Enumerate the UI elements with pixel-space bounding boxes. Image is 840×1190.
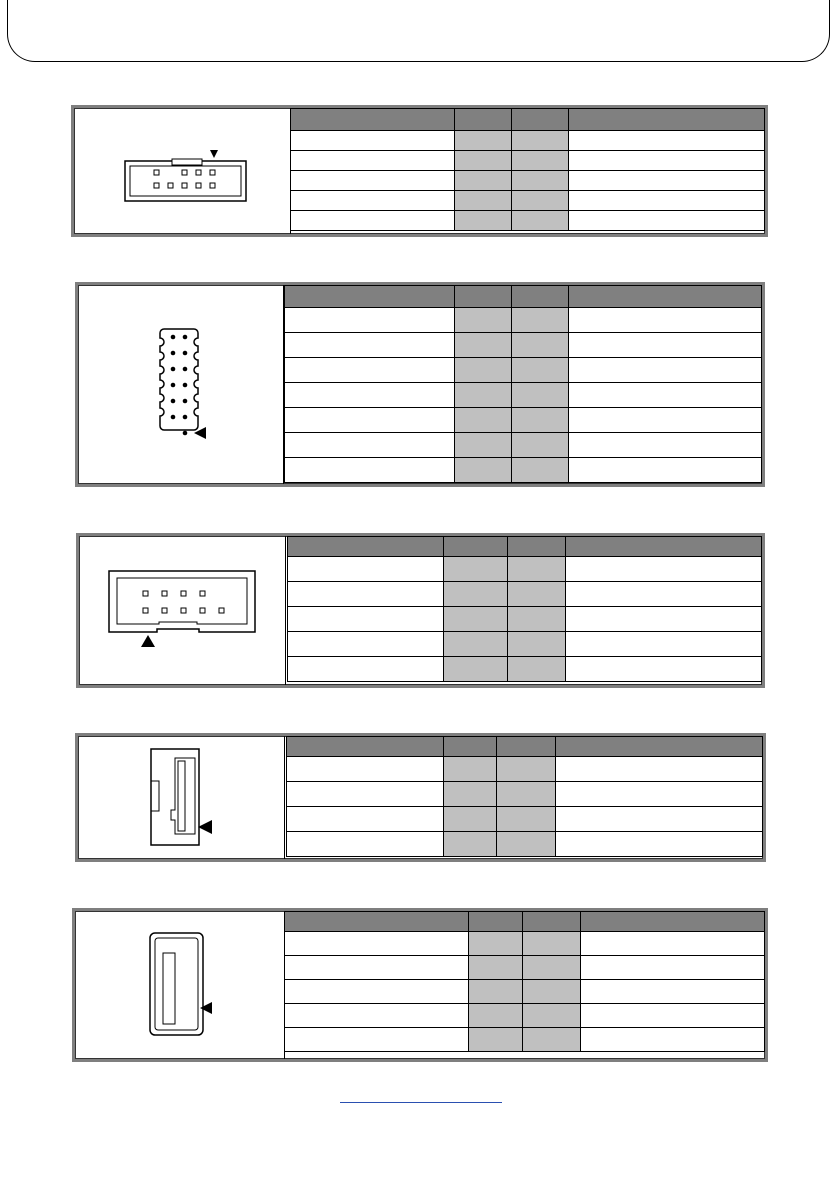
signal-cell bbox=[569, 433, 762, 458]
signal-cell bbox=[287, 782, 444, 807]
pin-cell bbox=[455, 131, 512, 151]
pin-table-header bbox=[285, 912, 765, 932]
pin-cell bbox=[444, 632, 508, 657]
table-row bbox=[285, 956, 765, 980]
pin-table bbox=[284, 911, 765, 1052]
header-cell bbox=[566, 537, 762, 557]
pin-cell bbox=[469, 980, 523, 1004]
connector-panel-2 bbox=[75, 282, 765, 487]
signal-cell bbox=[566, 657, 762, 682]
header-cell bbox=[285, 286, 455, 308]
signal-cell bbox=[285, 408, 455, 433]
table-row bbox=[285, 383, 762, 408]
pin-cell bbox=[512, 433, 569, 458]
signal-cell bbox=[285, 1028, 469, 1052]
table-row bbox=[291, 131, 765, 151]
table-row bbox=[285, 980, 765, 1004]
header-cell bbox=[581, 912, 765, 932]
signal-cell bbox=[288, 582, 444, 607]
signal-cell bbox=[285, 333, 455, 358]
header-cell bbox=[288, 537, 444, 557]
pin-table bbox=[290, 108, 765, 231]
signal-cell bbox=[569, 151, 765, 171]
page-top-border bbox=[7, 0, 830, 62]
connector-diagram bbox=[79, 536, 286, 685]
signal-cell bbox=[288, 657, 444, 682]
header-cell bbox=[291, 109, 455, 131]
signal-cell bbox=[287, 807, 444, 832]
pin-cell bbox=[523, 1004, 581, 1028]
pin-table bbox=[286, 736, 763, 857]
table-row bbox=[285, 408, 762, 433]
connector-panel-5 bbox=[72, 908, 768, 1062]
box-header-10pin-icon bbox=[74, 108, 290, 234]
pin-cell bbox=[444, 757, 497, 782]
table-row bbox=[291, 191, 765, 211]
connector-panel-4 bbox=[75, 733, 766, 862]
pin-table-header bbox=[287, 737, 763, 757]
header-cell bbox=[556, 737, 763, 757]
table-row bbox=[285, 1028, 765, 1052]
pin-cell bbox=[444, 807, 497, 832]
pin-cell bbox=[455, 308, 512, 333]
signal-cell bbox=[566, 607, 762, 632]
signal-cell bbox=[291, 191, 455, 211]
table-row bbox=[288, 632, 762, 657]
pin-cell bbox=[508, 632, 566, 657]
signal-cell bbox=[291, 151, 455, 171]
pin-cell bbox=[497, 807, 556, 832]
pin-cell bbox=[512, 458, 569, 483]
header-cell bbox=[285, 912, 469, 932]
table-row bbox=[288, 607, 762, 632]
signal-cell bbox=[569, 191, 765, 211]
pin-cell bbox=[508, 582, 566, 607]
signal-cell bbox=[287, 757, 444, 782]
header-cell bbox=[569, 109, 765, 131]
table-row bbox=[288, 582, 762, 607]
pin-cell bbox=[469, 956, 523, 980]
header-cell bbox=[469, 912, 523, 932]
pin-cell bbox=[512, 308, 569, 333]
table-row bbox=[285, 358, 762, 383]
pin-cell bbox=[523, 956, 581, 980]
signal-cell bbox=[569, 383, 762, 408]
table-row bbox=[285, 308, 762, 333]
signal-cell bbox=[285, 956, 469, 980]
box-header-9pin-icon bbox=[79, 536, 285, 685]
signal-cell bbox=[566, 582, 762, 607]
signal-cell bbox=[581, 1028, 765, 1052]
signal-cell bbox=[569, 308, 762, 333]
pin-cell bbox=[455, 458, 512, 483]
pin-table bbox=[284, 285, 762, 483]
pin-cell bbox=[523, 980, 581, 1004]
pin-cell bbox=[455, 433, 512, 458]
pin-cell bbox=[508, 557, 566, 582]
pin-table-header bbox=[285, 286, 762, 308]
signal-cell bbox=[569, 458, 762, 483]
header-cell bbox=[569, 286, 762, 308]
usb-type-a-port-icon bbox=[75, 911, 284, 1059]
signal-cell bbox=[291, 171, 455, 191]
signal-cell bbox=[291, 211, 455, 231]
connector-diagram bbox=[78, 736, 285, 859]
signal-cell bbox=[569, 333, 762, 358]
pin-cell bbox=[512, 333, 569, 358]
table-row bbox=[285, 333, 762, 358]
connector-diagram bbox=[78, 285, 284, 484]
table-row bbox=[288, 657, 762, 682]
pin-cell bbox=[469, 1028, 523, 1052]
pin-cell bbox=[512, 171, 569, 191]
pin-cell bbox=[508, 657, 566, 682]
pin-cell bbox=[497, 757, 556, 782]
signal-cell bbox=[569, 408, 762, 433]
pin-cell bbox=[455, 358, 512, 383]
pin-cell bbox=[512, 151, 569, 171]
pin-cell bbox=[444, 832, 497, 857]
signal-cell bbox=[291, 131, 455, 151]
signal-cell bbox=[556, 832, 763, 857]
table-row bbox=[291, 151, 765, 171]
table-row bbox=[287, 807, 763, 832]
pin-cell bbox=[455, 333, 512, 358]
table-row bbox=[285, 458, 762, 483]
signal-cell bbox=[288, 557, 444, 582]
signal-cell bbox=[288, 632, 444, 657]
signal-cell bbox=[569, 171, 765, 191]
pin-cell bbox=[512, 358, 569, 383]
pin-cell bbox=[512, 408, 569, 433]
table-row bbox=[287, 757, 763, 782]
pin-table bbox=[287, 536, 762, 682]
signal-cell bbox=[285, 932, 469, 956]
signal-cell bbox=[287, 832, 444, 857]
header-cell bbox=[444, 737, 497, 757]
header-cell bbox=[455, 109, 512, 131]
signal-cell bbox=[566, 632, 762, 657]
pin-cell bbox=[444, 582, 508, 607]
pin-cell bbox=[455, 211, 512, 231]
signal-cell bbox=[288, 607, 444, 632]
connector-diagram bbox=[75, 911, 285, 1059]
pin-cell bbox=[444, 782, 497, 807]
pin-cell bbox=[444, 607, 508, 632]
footer-link[interactable] bbox=[340, 1102, 502, 1103]
signal-cell bbox=[569, 131, 765, 151]
pin-cell bbox=[508, 607, 566, 632]
pin-cell bbox=[455, 191, 512, 211]
pin-cell bbox=[455, 408, 512, 433]
signal-cell bbox=[285, 458, 455, 483]
pin-cell bbox=[497, 782, 556, 807]
signal-cell bbox=[566, 557, 762, 582]
table-row bbox=[288, 557, 762, 582]
signal-cell bbox=[556, 757, 763, 782]
signal-cell bbox=[581, 932, 765, 956]
pin-cell bbox=[512, 191, 569, 211]
signal-cell bbox=[285, 358, 455, 383]
table-row bbox=[285, 932, 765, 956]
signal-cell bbox=[569, 211, 765, 231]
signal-cell bbox=[285, 980, 469, 1004]
signal-cell bbox=[581, 1004, 765, 1028]
pin-header-2x7-icon bbox=[78, 285, 283, 484]
header-cell bbox=[455, 286, 512, 308]
header-cell bbox=[508, 537, 566, 557]
connector-panel-1 bbox=[71, 105, 768, 237]
pin-cell bbox=[523, 932, 581, 956]
table-row bbox=[285, 433, 762, 458]
header-cell bbox=[287, 737, 444, 757]
header-cell bbox=[523, 912, 581, 932]
signal-cell bbox=[285, 308, 455, 333]
pin-cell bbox=[512, 131, 569, 151]
pin-cell bbox=[455, 151, 512, 171]
header-cell bbox=[512, 109, 569, 131]
table-row bbox=[287, 832, 763, 857]
signal-cell bbox=[556, 782, 763, 807]
pin-cell bbox=[512, 383, 569, 408]
signal-cell bbox=[285, 383, 455, 408]
sata-connector-icon bbox=[78, 736, 284, 859]
table-row bbox=[291, 171, 765, 191]
header-cell bbox=[444, 537, 508, 557]
header-cell bbox=[512, 286, 569, 308]
pin-cell bbox=[455, 171, 512, 191]
table-row bbox=[287, 782, 763, 807]
pin-cell bbox=[444, 557, 508, 582]
pin-table-header bbox=[288, 537, 762, 557]
signal-cell bbox=[569, 358, 762, 383]
pin-cell bbox=[512, 211, 569, 231]
connector-panel-3 bbox=[76, 533, 765, 688]
pin-cell bbox=[444, 657, 508, 682]
signal-cell bbox=[556, 807, 763, 832]
pin-cell bbox=[523, 1028, 581, 1052]
pin-cell bbox=[455, 383, 512, 408]
pin-table-header bbox=[291, 109, 765, 131]
connector-diagram bbox=[74, 108, 291, 234]
signal-cell bbox=[285, 433, 455, 458]
pin-cell bbox=[497, 832, 556, 857]
signal-cell bbox=[581, 956, 765, 980]
pin-cell bbox=[469, 1004, 523, 1028]
pin-cell bbox=[469, 932, 523, 956]
table-row bbox=[291, 211, 765, 231]
header-cell bbox=[497, 737, 556, 757]
table-row bbox=[285, 1004, 765, 1028]
signal-cell bbox=[581, 980, 765, 1004]
signal-cell bbox=[285, 1004, 469, 1028]
